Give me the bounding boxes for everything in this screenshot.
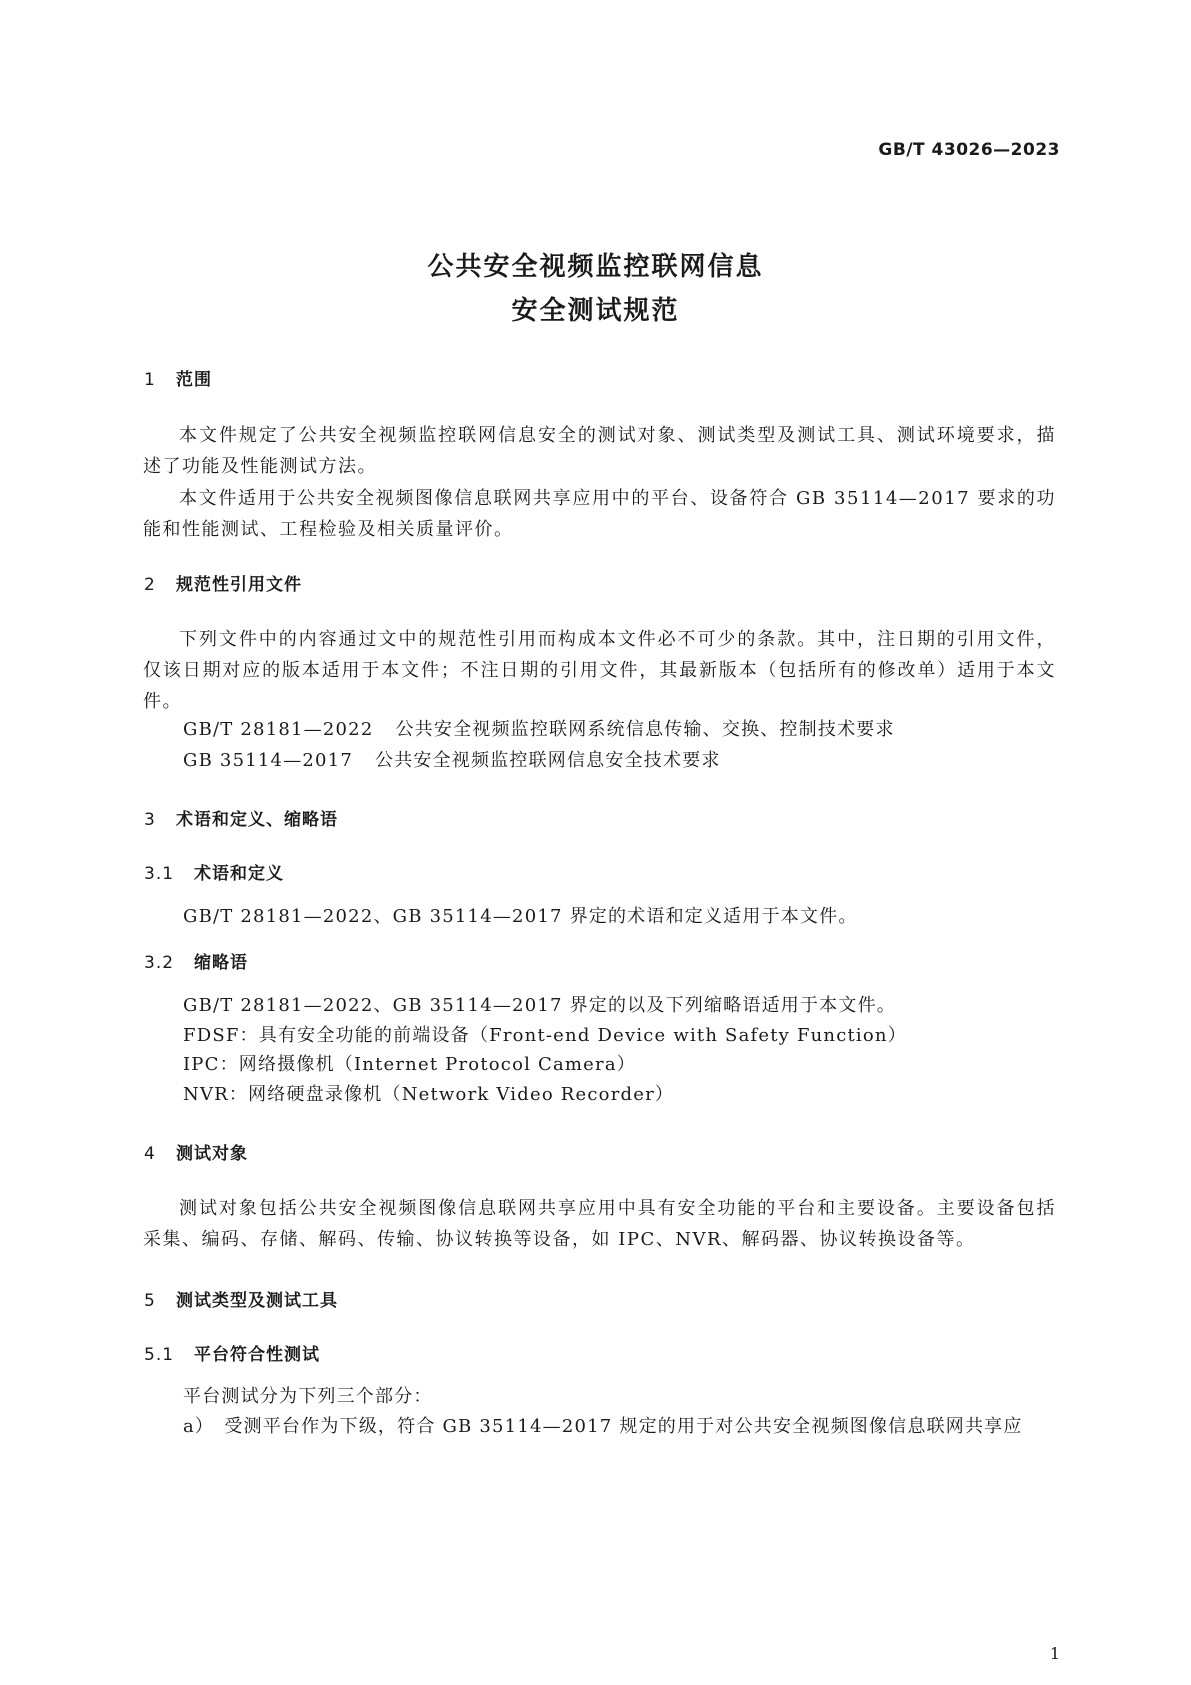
section-number: 5 <box>144 1291 156 1311</box>
section-5-heading <box>144 1286 338 1311</box>
section-number: 3 <box>144 810 156 830</box>
section-4-paragraph-1: 测试对象包括公共安全视频图像信息联网共享应用中具有安全功能的平台和主要设备。主要设备包括采集、编码、存储、解码、传输、协议转换等设备，如 IPC、NVR、解码器、协议转换设备等。 <box>143 1198 1056 1250</box>
section-title: 平台符合性测试 <box>194 1345 320 1365</box>
section-title: 缩略语 <box>194 953 248 973</box>
section-number: 5.1 <box>144 1345 175 1365</box>
section-number: 2 <box>144 575 156 595</box>
section-5-1-text: 平台测试分为下列三个部分： <box>183 1386 433 1407</box>
section-title: 范围 <box>176 370 212 390</box>
section-5-1-heading <box>144 1340 320 1365</box>
section-4-heading <box>144 1139 248 1164</box>
section-3-heading <box>144 805 338 830</box>
reference-code: GB/T 28181—2022 <box>183 719 374 740</box>
section-3-1-text: GB/T 28181—2022、GB 35114—2017 界定的术语和定义适用于本文件。 <box>183 906 858 927</box>
section-3-2-heading <box>144 948 248 973</box>
abbreviation-item: NVR：网络硬盘录像机（Network Video Recorder） <box>183 1084 675 1105</box>
section-title: 术语和定义、缩略语 <box>176 810 338 830</box>
reference-title: 公共安全视频监控联网信息安全技术要求 <box>375 750 721 771</box>
normative-reference <box>183 715 895 741</box>
section-1-paragraph-2: 本文件适用于公共安全视频图像信息联网共享应用中的平台、设备符合 GB 35114—2017 要求的功能和性能测试、工程检验及相关质量评价。 <box>143 488 1056 540</box>
abbreviation-item: FDSF：具有安全功能的前端设备（Front-end Device with Safety Function） <box>183 1025 907 1046</box>
section-title: 规范性引用文件 <box>176 575 302 595</box>
section-number: 3.1 <box>144 864 175 884</box>
section-2-heading <box>144 570 302 595</box>
section-title: 术语和定义 <box>194 864 284 884</box>
reference-title: 公共安全视频监控联网系统信息传输、交换、控制技术要求 <box>395 719 895 740</box>
list-item-a: a） 受测平台作为下级，符合 GB 35114—2017 规定的用于对公共安全视频图像信息联网共享应 <box>183 1416 1023 1437</box>
document-title-line-1: 公共安全视频监控联网信息 <box>427 252 764 282</box>
section-1-heading <box>144 365 212 390</box>
document-title-line-2: 安全测试规范 <box>511 296 680 326</box>
abbreviation-item: IPC：网络摄像机（Internet Protocol Camera） <box>183 1054 636 1075</box>
section-number: 3.2 <box>144 953 175 973</box>
standard-code: GB/T 43026—2023 <box>878 140 1060 160</box>
section-number: 4 <box>144 1144 156 1164</box>
section-number: 1 <box>144 370 156 390</box>
section-3-2-text: GB/T 28181—2022、GB 35114—2017 界定的以及下列缩略语适用于本文件。 <box>183 995 896 1016</box>
reference-code: GB 35114—2017 <box>183 750 353 771</box>
section-2-paragraph-1: 下列文件中的内容通过文中的规范性引用而构成本文件必不可少的条款。其中，注日期的引用文件，仅该日期对应的版本适用于本文件；不注日期的引用文件，其最新版本（包括所有的修改单）适用于本文件。 <box>143 629 1056 712</box>
section-1-paragraph-1: 本文件规定了公共安全视频监控联网信息安全的测试对象、测试类型及测试工具、测试环境要求，描述了功能及性能测试方法。 <box>143 425 1056 477</box>
section-title: 测试类型及测试工具 <box>176 1291 338 1311</box>
normative-reference <box>183 746 721 772</box>
section-3-1-heading <box>144 859 284 884</box>
section-title: 测试对象 <box>176 1144 248 1164</box>
page-number: 1 <box>1049 1644 1060 1663</box>
